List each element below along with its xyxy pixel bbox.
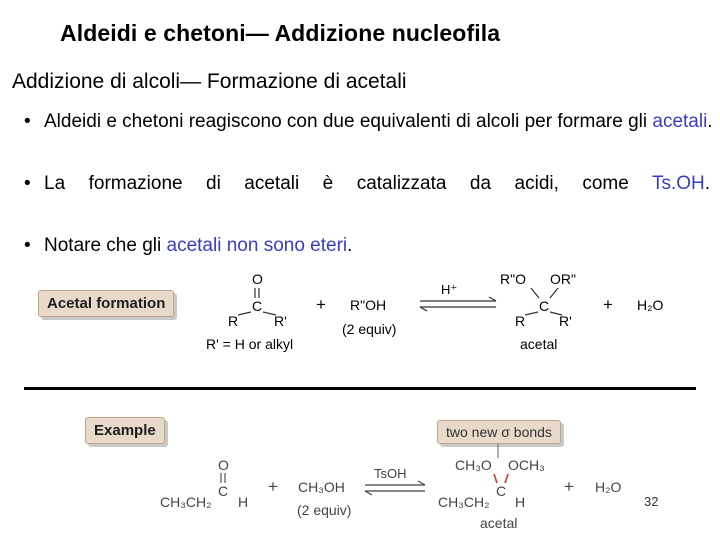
acetal-r-group: R [515, 313, 526, 329]
bullet-text: Notare che gli [44, 235, 167, 256]
reverse-arrow-head [420, 307, 427, 311]
acetal-carbon: C [496, 483, 507, 499]
plus-sign: + [316, 295, 326, 314]
carbonyl-carbon: C [218, 483, 229, 499]
bullet-punct: . [707, 111, 713, 132]
new-bonds-callout: two new σ bonds [437, 420, 561, 444]
reverse-arrow-head [365, 491, 372, 495]
forward-arrow-head [418, 481, 425, 485]
acetal-or-right: OR" [550, 271, 576, 287]
water-byproduct: H₂O [637, 297, 664, 313]
acetal-label: acetal [520, 336, 558, 352]
carbonyl-r-prime-group: R' [274, 313, 287, 329]
acid-catalyst: H⁺ [441, 282, 458, 297]
acetal-hydrogen: H [515, 494, 526, 510]
example-scheme [0, 440, 720, 540]
bullet-dot: • [24, 111, 31, 132]
single-bond [238, 312, 251, 315]
methoxy-right: OCH₃ [508, 457, 545, 473]
alcohol-reagent: R"OH [350, 297, 387, 313]
example-label: Example [85, 417, 165, 444]
water-byproduct: H₂O [595, 479, 622, 495]
slide-subtitle: Addizione di alcoli— Formazione di acetali [12, 70, 407, 93]
methoxy-left: CH₃O [455, 457, 492, 473]
bullet-punct: . [704, 173, 710, 194]
slide-title: Aldeidi e chetoni— Addizione nucleofila [60, 20, 501, 46]
carbonyl-r-group: R [228, 313, 239, 329]
ethyl-group: CH₃CH₂ [160, 494, 212, 510]
reagent-equivalents: (2 equiv) [342, 321, 397, 337]
bullet-highlight: acetali non sono eteri [166, 235, 348, 256]
section-divider [24, 387, 696, 390]
bullet-dot: • [24, 173, 31, 194]
plus-sign: + [603, 295, 613, 314]
acetal-or-left: R"O [500, 271, 526, 287]
new-sigma-bond [505, 474, 508, 483]
new-sigma-bond [494, 474, 497, 483]
ethyl-group: CH₃CH₂ [438, 494, 490, 510]
bullet-dot: • [24, 235, 31, 256]
acetal-label: acetal [480, 515, 518, 531]
bullet-highlight: Ts.OH [651, 173, 705, 194]
forward-arrow-head [489, 297, 496, 301]
bullet-punct: . [347, 235, 353, 256]
carbonyl-oxygen: O [252, 271, 263, 287]
acetal-formation-label: Acetal formation [38, 290, 174, 317]
acetal-r-prime-group: R' [559, 313, 572, 329]
bullet-text: La formazione di acetali è catalizzata da acidi, come [44, 173, 652, 194]
bullet-text: Aldeidi e chetoni reagiscono con due equivalenti di alcoli per formare gli [44, 111, 653, 132]
reagent-equivalents: (2 equiv) [297, 502, 352, 518]
acetal-formation-scheme [0, 265, 720, 360]
bullet-highlight: acetali [652, 111, 708, 132]
single-bond [531, 288, 539, 298]
plus-sign: + [564, 477, 574, 496]
plus-sign: + [268, 477, 278, 496]
carbonyl-carbon: C [252, 298, 263, 314]
substituent-note: R' = H or alkyl [206, 336, 294, 352]
aldehyde-hydrogen: H [238, 494, 249, 510]
methanol-reagent: CH₃OH [298, 479, 345, 495]
page-number: 32 [644, 494, 659, 509]
single-bond [550, 288, 558, 298]
tsoh-catalyst: TsOH [374, 466, 407, 481]
acetal-carbon: C [539, 298, 550, 314]
carbonyl-oxygen: O [218, 457, 229, 473]
single-bond [525, 312, 538, 315]
